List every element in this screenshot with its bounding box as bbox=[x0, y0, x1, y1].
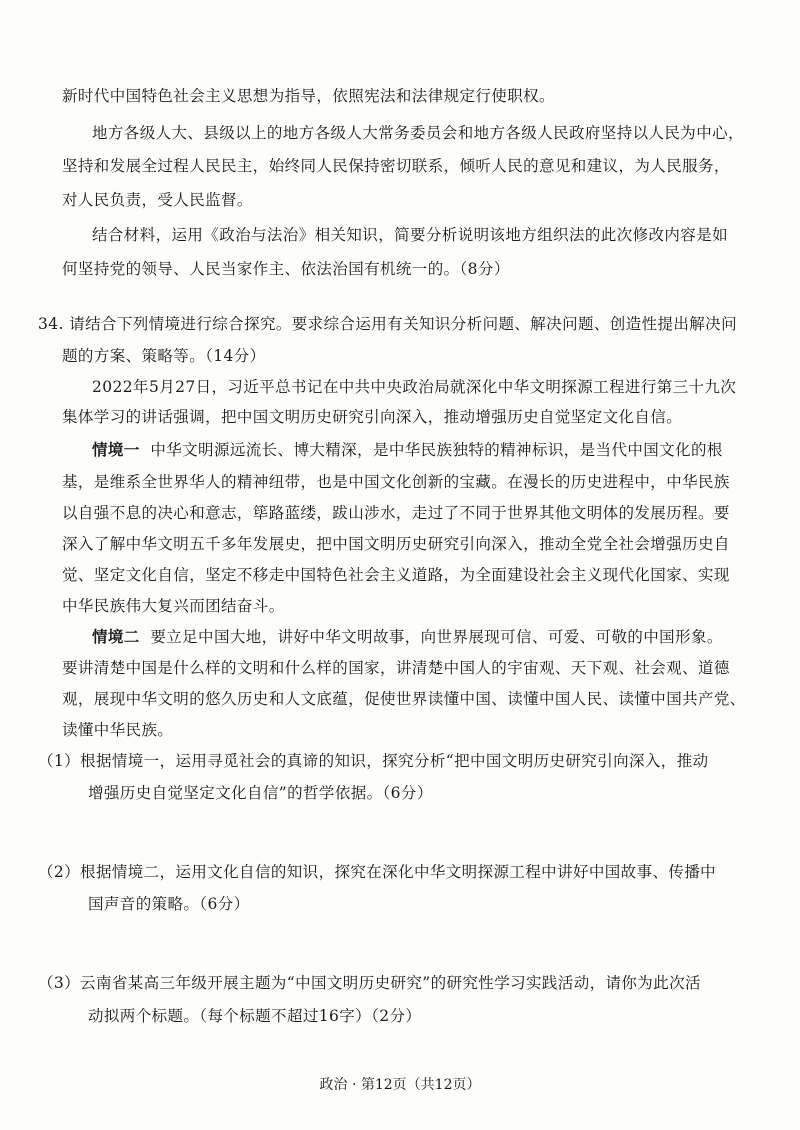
text-line: 对人民负责，受人民监督。 bbox=[62, 191, 253, 209]
scenario-1-label: 情境一 bbox=[92, 440, 140, 459]
sub-question-1: （1）根据情境一，运用寻觅社会的真谛的知识，探究分析“把中国文明历史研究引向深入，推动 bbox=[38, 752, 709, 770]
sub-question-3: （3）云南省某高三年级开展主题为“中国文明历史研究”的研究性学习实践活动，请你为此次活 bbox=[38, 974, 701, 992]
scenario-2-text: 要讲清楚中国是什么样的文明和什么样的国家，讲清楚中国人的宇宙观、天下观、社会观、道德 bbox=[62, 659, 730, 677]
sub-question-2: 国声音的策略。（6分） bbox=[88, 895, 250, 913]
page-footer: 政治 · 第12页（共12页） bbox=[319, 1077, 481, 1093]
scenario-2-text: 读懂中华民族。 bbox=[62, 721, 174, 739]
scenario-2-text: 要立足中国大地，讲好中华文明故事，向世界展现可信、可爱、可敬的中国形象。 bbox=[150, 628, 723, 646]
scenario-1-text: 中华文明源远流长、博大精深，是中华民族独特的精神标识，是当代中国文化的根 bbox=[150, 441, 723, 459]
question-34-header: 34. 请结合下列情境进行综合探究。要求综合运用有关知识分析问题、解决问题、创造性提出解决问 bbox=[38, 315, 737, 333]
scenario-1-text: 基，是维系全世界华人的精神纽带，也是中国文化创新的宝藏。在漫长的历史进程中，中华民族 bbox=[62, 473, 730, 491]
text-line: 地方各级人大、县级以上的地方各级人大常务委员会和地方各级人民政府坚持以人民为中心， bbox=[92, 124, 744, 142]
intro-paragraph: 2022年5月27日，习近平总书记在中共中央政治局就深化中华文明探源工程进行第三十九次 bbox=[92, 378, 737, 396]
text-line: 新时代中国特色社会主义思想为指导，依照宪法和法律规定行使职权。 bbox=[62, 87, 555, 105]
scenario-1-text: 以自强不息的决心和意志，筚路蓝缕，跋山涉水，走过了不同于世界其他文明体的发展历程。要 bbox=[62, 504, 730, 522]
scenario-1-text: 中华民族伟大复兴而团结奋斗。 bbox=[62, 597, 285, 615]
sub-question-1: 增强历史自觉坚定文化自信”的哲学依据。（6分） bbox=[88, 784, 433, 802]
scenario-2 bbox=[92, 627, 723, 647]
sub-question-3: 动拟两个标题。（每个标题不超过16字）（2分） bbox=[88, 1007, 422, 1025]
scenario-1-text: 觉、坚定文化自信，坚定不移走中国特色社会主义道路，为全面建设社会主义现代化国家、实现 bbox=[62, 566, 730, 584]
scenario-2-text: 观，展现中华文明的悠久历史和人文底蕴，促使世界读懂中国、读懂中国人民、读懂中国共产党、 bbox=[62, 690, 746, 708]
sub-question-2: （2）根据情境二，运用文化自信的知识，探究在深化中华文明探源工程中讲好中国故事、传播中 bbox=[38, 863, 717, 881]
question-prompt: 何坚持党的领导、人民当家作主、依法治国有机统一的。（8分） bbox=[62, 260, 510, 278]
text-line: 坚持和发展全过程人民民主，始终同人民保持密切联系，倾听人民的意见和建议，为人民服务， bbox=[62, 157, 730, 175]
intro-paragraph: 集体学习的讲话强调，把中国文明历史研究引向深入，推动增强历史自觉坚定文化自信。 bbox=[62, 408, 683, 426]
question-34-header: 题的方案、策略等。（14分） bbox=[62, 347, 266, 365]
scenario-2-label: 情境二 bbox=[92, 627, 140, 646]
question-prompt: 结合材料，运用《政治与法治》相关知识，简要分析说明该地方组织法的此次修改内容是如 bbox=[92, 226, 729, 244]
scenario-1 bbox=[92, 440, 723, 460]
scenario-1-text: 深入了解中华文明五千多年发展史，把中国文明历史研究引向深入，推动全党全社会增强历史自 bbox=[62, 535, 730, 553]
